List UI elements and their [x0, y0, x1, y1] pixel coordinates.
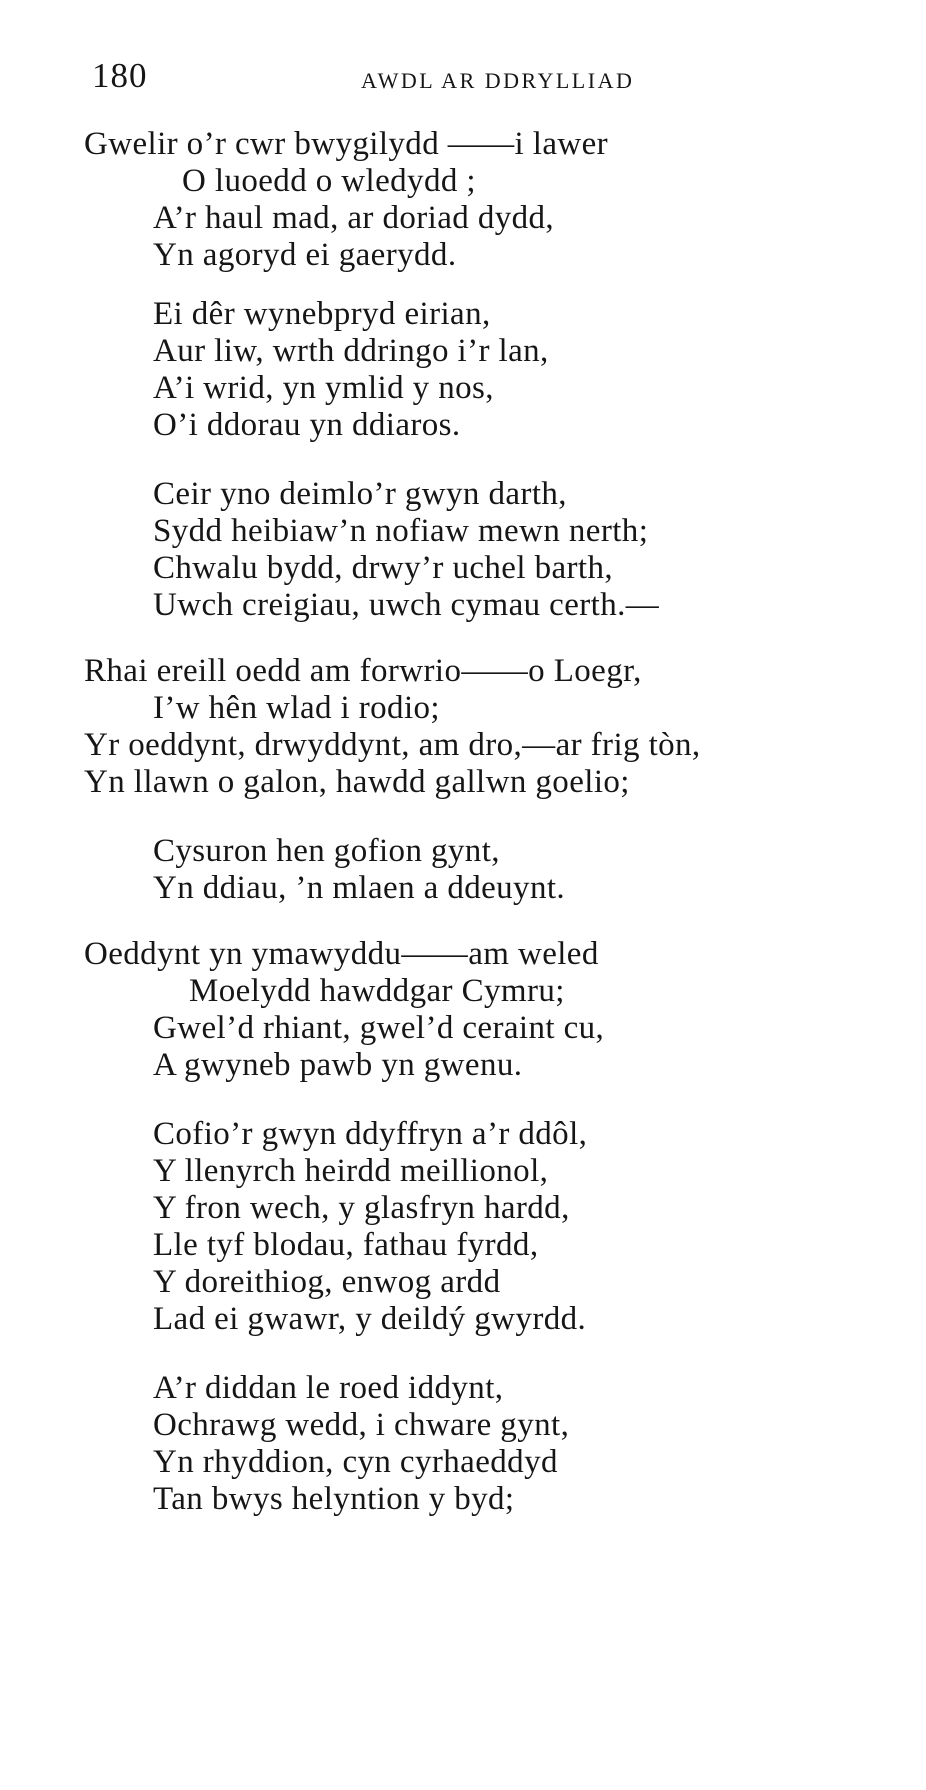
poem-line: Y llenyrch heirdd meillionol, — [153, 1153, 549, 1189]
poem-line: Aur liw, wrth ddringo i’r lan, — [153, 333, 549, 369]
poem-line: Y doreithiog, enwog ardd — [153, 1264, 501, 1300]
poem-line: A’r diddan le roed iddynt, — [153, 1370, 504, 1406]
poem-line: Sydd heibiaw’n nofiaw mewn nerth; — [153, 513, 649, 549]
poem-line: Y fron wech, y glasfryn hardd, — [153, 1190, 570, 1226]
poem-line: Cofio’r gwyn ddyffryn a’r ddôl, — [153, 1116, 588, 1152]
poem-line: Gwelir o’r cwr bwygilydd ——i lawer — [84, 126, 609, 162]
poem-line: Ochrawg wedd, i chware gynt, — [153, 1407, 570, 1443]
poem-line: O luoedd o wledydd ; — [182, 163, 476, 199]
poem-line: A gwyneb pawb yn gwenu. — [153, 1047, 523, 1083]
poem-line: Cysuron hen gofion gynt, — [153, 833, 500, 869]
poem-line: Uwch creigiau, uwch cymau certh.— — [153, 587, 660, 623]
page-header — [84, 56, 704, 106]
poem-line: Ceir yno deimlo’r gwyn darth, — [153, 476, 567, 512]
page-number: 180 — [92, 56, 148, 95]
poem-line: A’r haul mad, ar doriad dydd, — [153, 200, 555, 236]
poem-line: Lle tyf blodau, fathau fyrdd, — [153, 1227, 539, 1263]
poem-line: Gwel’d rhiant, gwel’d ceraint cu, — [153, 1010, 605, 1046]
poem-line: I’w hên wlad i rodio; — [153, 690, 440, 726]
poem-line: Lad ei gwawr, y deildý gwyrdd. — [153, 1301, 587, 1337]
poem-line: A’i wrid, yn ymlid y nos, — [153, 370, 494, 406]
poem-line: Tan bwys helyntion y byd; — [153, 1481, 515, 1517]
poem-line: Chwalu bydd, drwy’r uchel barth, — [153, 550, 614, 586]
poem-line: Oeddynt yn ymawyddu——am weled — [84, 936, 599, 972]
poem-line: O’i ddorau yn ddiaros. — [153, 407, 461, 443]
poem-line: Rhai ereill oedd am forwrio——o Loegr, — [84, 653, 642, 689]
poem-line: Moelydd hawddgar Cymru; — [189, 973, 565, 1009]
poem-line: Yn agoryd ei gaerydd. — [153, 237, 457, 273]
poem-line: Yn ddiau, ’n mlaen a ddeuynt. — [153, 870, 566, 906]
poem-line: Ei dêr wynebpryd eirian, — [153, 296, 491, 332]
poem-line: Yn rhyddion, cyn cyrhaeddyd — [153, 1444, 558, 1480]
poem-line: Yn llawn o galon, hawdd gallwn goelio; — [84, 764, 630, 800]
poem-line: Yr oeddynt, drwyddynt, am dro,—ar frig tòn, — [84, 727, 701, 763]
running-title: AWDL AR DDRYLLIAD — [361, 68, 635, 93]
